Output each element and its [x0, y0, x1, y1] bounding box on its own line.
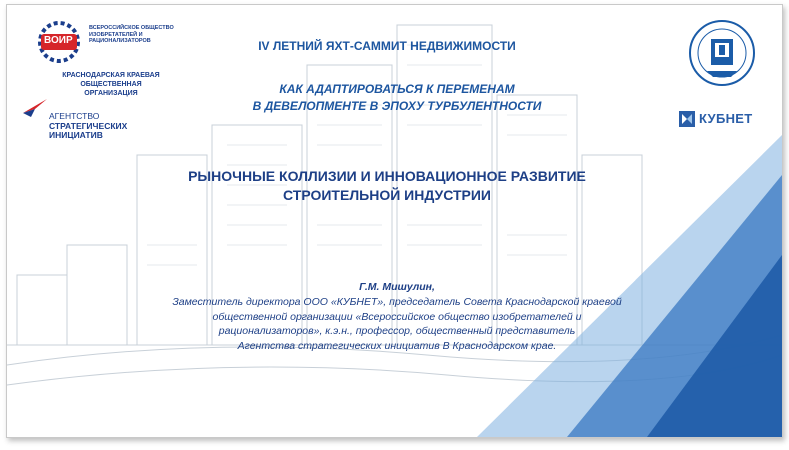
asi-line1: АГЕНТСТВО [49, 111, 100, 121]
voir-caption-line1: КРАСНОДАРСКАЯ КРАЕВАЯ ОБЩЕСТВЕННАЯ [62, 72, 160, 88]
voir-logo [27, 17, 187, 97]
author-line4: Агентства стратегических инициатив В Краснодарском крае. [237, 339, 557, 352]
author-name: Г.М. Мишулин, [359, 281, 435, 293]
title-line2: СТРОИТЕЛЬНОЙ ИНДУСТРИИ [283, 187, 491, 203]
kubnet-logo [679, 108, 769, 130]
kubgtu-emblem-icon [687, 17, 757, 89]
voir-caption [37, 71, 185, 98]
author-line2: общественной организации «Всероссийское общество изобретателей и [212, 310, 582, 323]
slide-title [137, 167, 637, 205]
author-line3: рационализаторов», к.э.н., профессор, общественный представитель [218, 325, 576, 337]
asi-line3: ИНИЦИАТИВ [49, 130, 103, 140]
subtitle-line1: КАК АДАПТИРОВАТЬСЯ К ПЕРЕМЕНАМ [279, 82, 515, 96]
voir-full-name: ВСЕРОССИЙСКОЕ ОБЩЕСТВО ИЗОБРЕТАТЕЛЕЙ И РАЦИОНАЛИЗАТОРОВ [89, 25, 174, 44]
author-line1: Заместитель директора ООО «КУБНЕТ», председатель Совета Краснодарской краевой [172, 296, 622, 308]
asi-line2: СТРАТЕГИЧЕСКИХ [49, 120, 128, 131]
subtitle-line2: В ДЕВЕЛОПМЕНТЕ В ЭПОХУ ТУРБУЛЕНТНОСТИ [252, 99, 542, 113]
voir-mark: ВОИР [44, 35, 73, 46]
kubnet-mark-icon [679, 111, 695, 127]
title-line1: РЫНОЧНЫЕ КОЛЛИЗИИ И ИННОВАЦИОННОЕ РАЗВИТИЕ [188, 168, 586, 184]
author-description [132, 295, 662, 353]
slide-subtitle [177, 81, 617, 115]
slide [6, 4, 783, 438]
asi-text [49, 112, 127, 141]
voir-caption-line2: ОРГАНИЗАЦИЯ [84, 90, 138, 97]
kubnet-label: КУБНЕТ [699, 111, 753, 126]
asi-logo [21, 97, 161, 147]
asi-arrow-icon [21, 97, 51, 119]
summit-title: IV ЛЕТНИЙ ЯХТ-САММИТ НЕДВИЖИМОСТИ [258, 39, 516, 53]
